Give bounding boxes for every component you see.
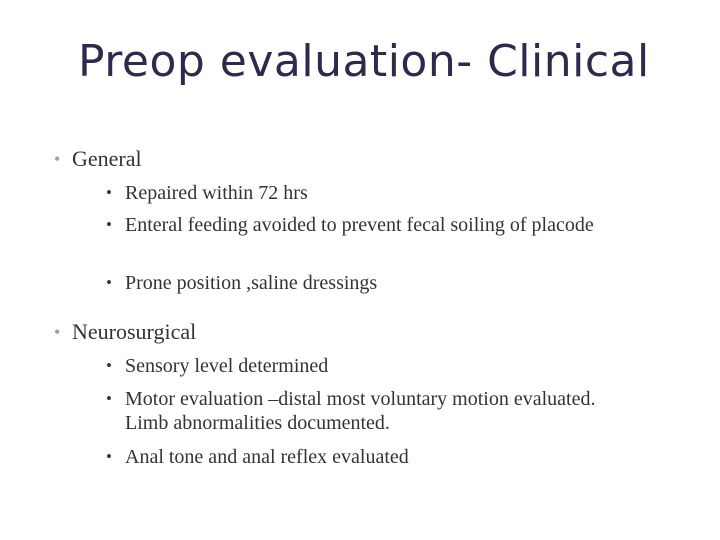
bullet-neurosurgical: [54, 319, 197, 345]
bullet-icon: •: [106, 389, 112, 408]
bullet-icon: •: [54, 322, 61, 342]
list-item: [106, 387, 605, 435]
list-item-text: Motor evaluation –distal most voluntary motion evaluated. Limb abnormalities documented.: [125, 388, 596, 434]
list-item: [106, 181, 645, 205]
list-item-text: Enteral feeding avoided to prevent fecal soiling of placode: [125, 214, 594, 236]
list-item-text: Sensory level determined: [125, 355, 329, 377]
bullet-icon: •: [54, 149, 61, 169]
slide-title: Preop evaluation- Clinical: [78, 36, 650, 87]
section-heading: General: [72, 146, 142, 171]
section-heading: Neurosurgical: [72, 319, 197, 344]
list-item-text: Prone position ,saline dressings: [125, 272, 378, 294]
list-item: [106, 445, 645, 469]
bullet-icon: •: [106, 183, 112, 202]
list-item-text: Anal tone and anal reflex evaluated: [125, 446, 409, 468]
list-item: [106, 354, 645, 378]
bullet-icon: •: [106, 356, 112, 375]
bullet-icon: •: [106, 273, 112, 292]
list-item: [106, 271, 645, 295]
bullet-icon: •: [106, 215, 112, 234]
bullet-icon: •: [106, 447, 112, 466]
bullet-general: [54, 146, 142, 172]
list-item-text: Repaired within 72 hrs: [125, 182, 308, 204]
list-item: [106, 213, 625, 237]
